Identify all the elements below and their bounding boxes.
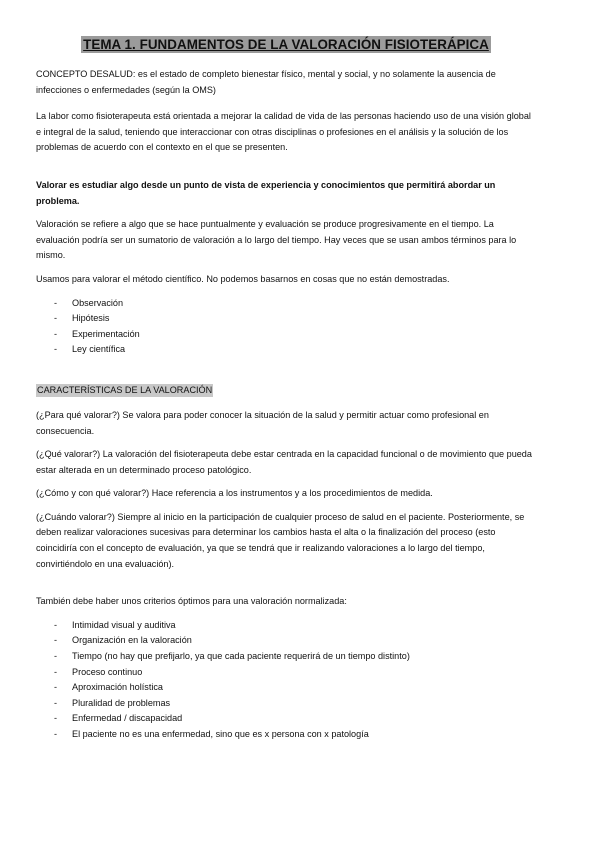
list-item: - Proceso continuo (36, 665, 536, 681)
paragraph-para-que: (¿Para qué valorar?) Se valora para poder conocer la situación de la salud y permitir actuar como profesional en consecuencia. (36, 409, 489, 436)
list-item: - Observación (36, 296, 536, 312)
paragraph-metodo-cientifico: Usamos para valorar el método científico. No podemos basarnos en cosas que no están demostradas. (36, 273, 450, 284)
document-title: TEMA 1. FUNDAMENTOS DE LA VALORACIÓN FISIOTERÁPICA (83, 37, 489, 52)
method-list (36, 296, 536, 358)
list-item: - Pluralidad de problemas (36, 696, 536, 712)
paragraph-cuando: (¿Cuándo valorar?) Siempre al inicio en la participación de cualquier proceso de salud en el paciente. Posteriormente, se deben realizar valoraciones sucesivas para determinar los cambios hasta el alta o la finalización del proceso (esto coincidiría con el concepto de evaluación, ya que se tendrá que ir realizando valoraciones a lo largo del tiempo, convirtiéndolo en una evaluación). (36, 511, 525, 569)
criteria-list (36, 618, 536, 743)
list-item: - Organización en la valoración (36, 633, 536, 649)
paragraph-valorar-definicion: Valorar es estudiar algo desde un punto de vista de experiencia y conocimientos que permitirá abordar un problema. (36, 179, 496, 206)
paragraph-que: (¿Qué valorar?) La valoración del fisioterapeuta debe estar centrada en la capacidad funcional o de movimiento que pueda estar alterada en un determinado proceso patológico. (36, 449, 532, 475)
paragraph-valoracion-evaluacion: Valoración se refiere a algo que se hace puntualmente y evaluación se produce progresivamente en el tiempo. La evaluación podría ser un sumatorio de valoración a lo largo del tiempo. Hay veces que se usan ambos términos para lo mismo. (36, 219, 517, 261)
list-item: - Intimidad visual y auditiva (36, 618, 536, 634)
paragraph-labor-fisioterapeuta: La labor como fisioterapeuta está orientada a mejorar la calidad de vida de las personas haciendo uso de una visión global e integral de la salud, teniendo que interaccionar con otras disciplinas o profesiones en el análisis y la solución de los problemas de acuerdo con el contexto en el que se presenten. (36, 111, 531, 153)
paragraph-criterios-intro: También debe haber unos criterios óptimos para una valoración normalizada: (36, 596, 347, 607)
list-item: - Ley científica (36, 342, 536, 358)
list-item: - Enfermedad / discapacidad (36, 711, 536, 727)
list-item: - Experimentación (36, 327, 536, 343)
paragraph-como: (¿Cómo y con qué valorar?) Hace referencia a los instrumentos y a los procedimientos de medida. (36, 488, 433, 499)
list-item: - Aproximación holística (36, 680, 536, 696)
list-item: - El paciente no es una enfermedad, sino que es x persona con x patología (36, 727, 536, 743)
title-wrapper (36, 0, 536, 54)
paragraph-concepto-salud: CONCEPTO DESALUD: es el estado de completo bienestar físico, mental y social, y no solamente la ausencia de infecciones o enfermedades (según la OMS) (36, 69, 496, 95)
section-heading-caracteristicas: CARACTERÍSTICAS DE LA VALORACIÓN (37, 384, 213, 395)
section-heading-wrapper (36, 380, 536, 398)
list-item: - Tiempo (no hay que prefijarlo, ya que cada paciente requerirá de un tiempo distinto) (36, 649, 536, 665)
list-item: - Hipótesis (36, 311, 536, 327)
